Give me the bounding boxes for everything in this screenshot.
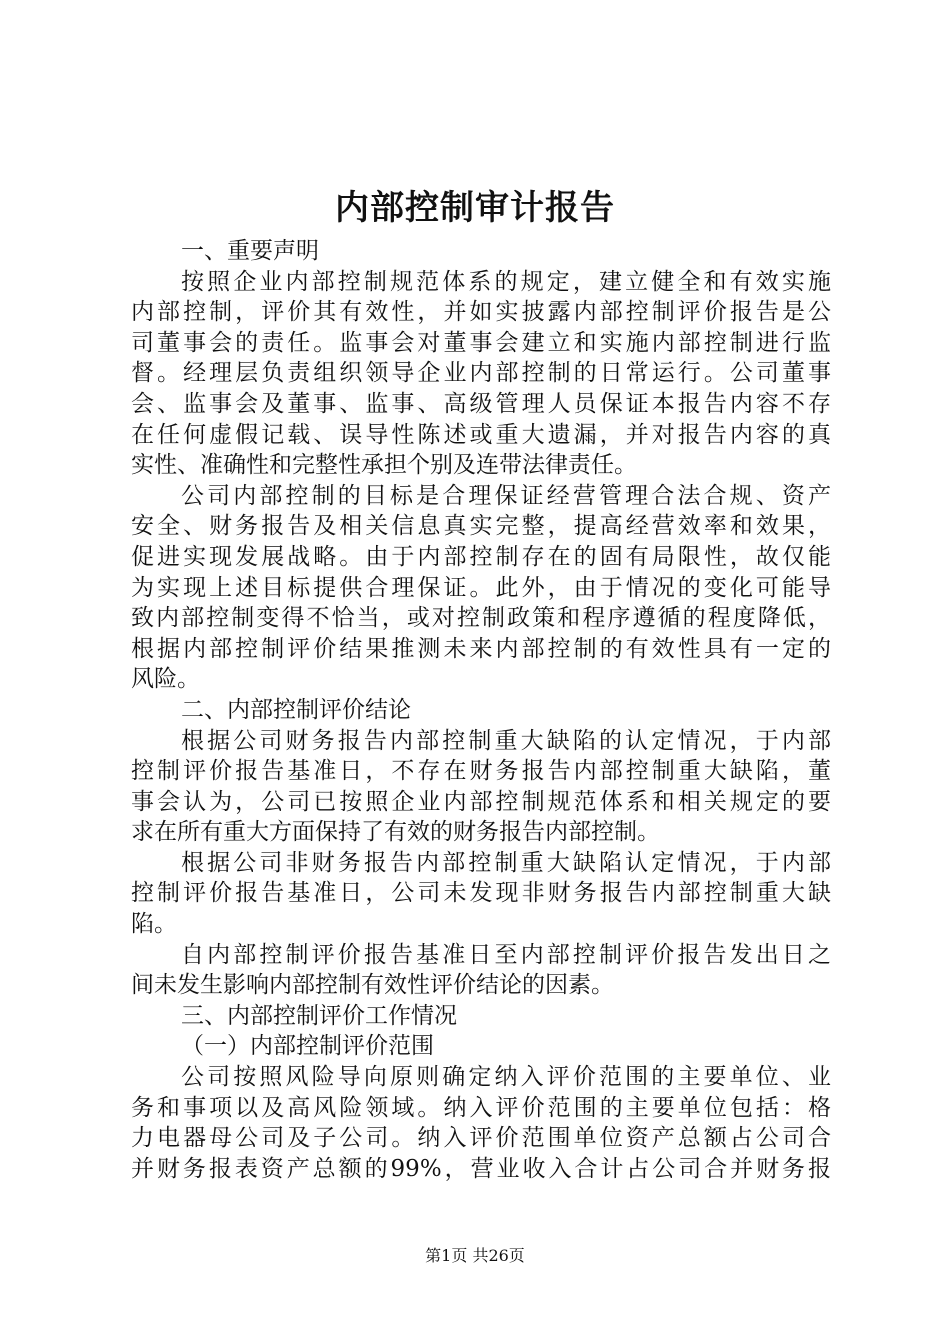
paragraph-line: 风险。 [131, 666, 200, 693]
section-heading-3: 三、内部控制评价工作情况 [181, 1002, 457, 1029]
subsection-heading: （一）内部控制评价范围 [181, 1033, 434, 1060]
paragraph-line: 根据公司非财务报告内部控制重大缺陷认定情况，于内部 [181, 849, 831, 876]
paragraph-line: 内部控制，评价其有效性，并如实披露内部控制评价报告是公 [131, 299, 831, 326]
paragraph-line: 务和事项以及高风险领域。纳入评价范围的主要单位包括：格 [131, 1094, 831, 1121]
paragraph-line: 公司内部控制的目标是合理保证经营管理合法合规、资产 [181, 482, 831, 509]
paragraph-line: 控制评价报告基准日，不存在财务报告内部控制重大缺陷，董 [131, 758, 831, 785]
paragraph-line: 安全、财务报告及相关信息真实完整，提高经营效率和效果， [131, 513, 831, 540]
paragraph-line: 为实现上述目标提供合理保证。此外，由于情况的变化可能导 [131, 574, 831, 601]
paragraph-line: 司董事会的责任。监事会对董事会建立和实施内部控制进行监 [131, 329, 831, 356]
paragraph-line: 公司按照风险导向原则确定纳入评价范围的主要单位、业 [181, 1064, 831, 1091]
paragraph-line: 督。经理层负责组织领导企业内部控制的日常运行。公司董事 [131, 360, 831, 387]
paragraph-line: 根据公司财务报告内部控制重大缺陷的认定情况，于内部 [181, 727, 831, 754]
paragraph-line: 陷。 [131, 911, 177, 938]
paragraph-line: 根据内部控制评价结果推测未来内部控制的有效性具有一定的 [131, 635, 831, 662]
paragraph-line: 致内部控制变得不恰当，或对控制政策和程序遵循的程度降低， [131, 605, 831, 632]
paragraph-line: 求在所有重大方面保持了有效的财务报告内部控制。 [131, 819, 660, 846]
page-number-footer: 第1页 共26页 [425, 1246, 525, 1265]
paragraph-line: 按照企业内部控制规范体系的规定，建立健全和有效实施 [181, 268, 831, 295]
paragraph-line: 自内部控制评价报告基准日至内部控制评价报告发出日之 [181, 941, 831, 968]
paragraph-line: 实性、准确性和完整性承担个别及连带法律责任。 [131, 452, 637, 479]
paragraph-line: 力电器母公司及子公司。纳入评价范围单位资产总额占公司合 [131, 1125, 831, 1152]
paragraph-line: 间未发生影响内部控制有效性评价结论的因素。 [131, 972, 614, 999]
paragraph-line: 会、监事会及董事、监事、高级管理人员保证本报告内容不存 [131, 390, 831, 417]
paragraph-line: 控制评价报告基准日，公司未发现非财务报告内部控制重大缺 [131, 880, 831, 907]
paragraph-line: 并财务报表资产总额的99%，营业收入合计占公司合并财务报 [131, 1155, 831, 1182]
section-heading-1: 一、重要声明 [181, 238, 319, 264]
document-title: 内部控制审计报告 [335, 188, 615, 228]
paragraph-line: 促进实现发展战略。由于内部控制存在的固有局限性，故仅能 [131, 543, 831, 570]
paragraph-line: 事会认为，公司已按照企业内部控制规范体系和相关规定的要 [131, 788, 831, 815]
paragraph-line: 在任何虚假记载、误导性陈述或重大遗漏，并对报告内容的真 [131, 421, 831, 448]
section-heading-2: 二、内部控制评价结论 [181, 696, 411, 723]
document-body [131, 236, 831, 1184]
